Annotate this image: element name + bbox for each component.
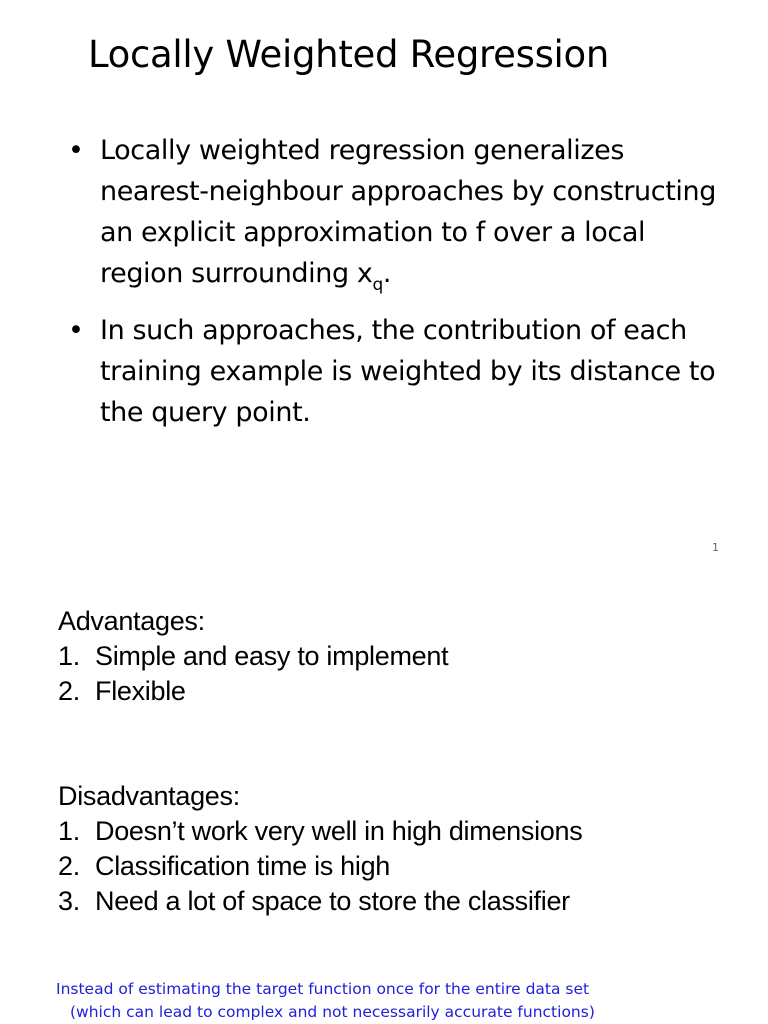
caption-line-2: (which can lead to complex and not necessarily accurate functions) xyxy=(70,1003,595,1021)
bullet-item xyxy=(68,310,718,433)
list-text: Need a lot of space to store the classifier xyxy=(95,886,570,916)
page-number: 1 xyxy=(712,541,719,554)
list-number: 1. xyxy=(58,641,80,671)
list-item xyxy=(58,814,582,849)
spacer xyxy=(58,709,582,779)
subscript-q: q xyxy=(372,275,383,295)
list-item xyxy=(58,884,582,919)
list-number: 2. xyxy=(58,851,80,881)
advantages-heading: Advantages: xyxy=(58,606,205,636)
bullet-suffix: . xyxy=(382,258,392,289)
caption-line-1: Instead of estimating the target function once for the entire data set xyxy=(56,980,590,998)
caption xyxy=(56,978,595,1024)
list-text: Classification time is high xyxy=(95,851,391,881)
list-text: Flexible xyxy=(95,676,186,706)
bullet-dot-icon: • xyxy=(68,315,84,346)
bullet-main-text: Locally weighted regression generalizes nearest-neighbour approaches by constructing an explicit approximation to f over a local region surrounding x xyxy=(100,135,716,289)
list-number: 2. xyxy=(58,676,80,706)
list-text: Doesn’t work very well in high dimensions xyxy=(95,816,583,846)
list-number: 3. xyxy=(58,886,80,916)
bullet-item xyxy=(68,130,718,298)
bullet-text xyxy=(100,130,718,298)
list-item xyxy=(58,639,582,674)
bullet-dot-icon: • xyxy=(68,135,84,166)
disadvantages-heading: Disadvantages: xyxy=(58,781,240,811)
list-text: Simple and easy to implement xyxy=(95,641,449,671)
bullet-list xyxy=(68,130,718,433)
list-item xyxy=(58,849,582,884)
notes-section xyxy=(58,604,582,919)
slide-title: Locally Weighted Regression xyxy=(88,33,610,76)
list-item xyxy=(58,674,582,709)
bullet-text: In such approaches, the contribution of each training example is weighted by its distance to the query point. xyxy=(100,315,716,428)
list-number: 1. xyxy=(58,816,80,846)
